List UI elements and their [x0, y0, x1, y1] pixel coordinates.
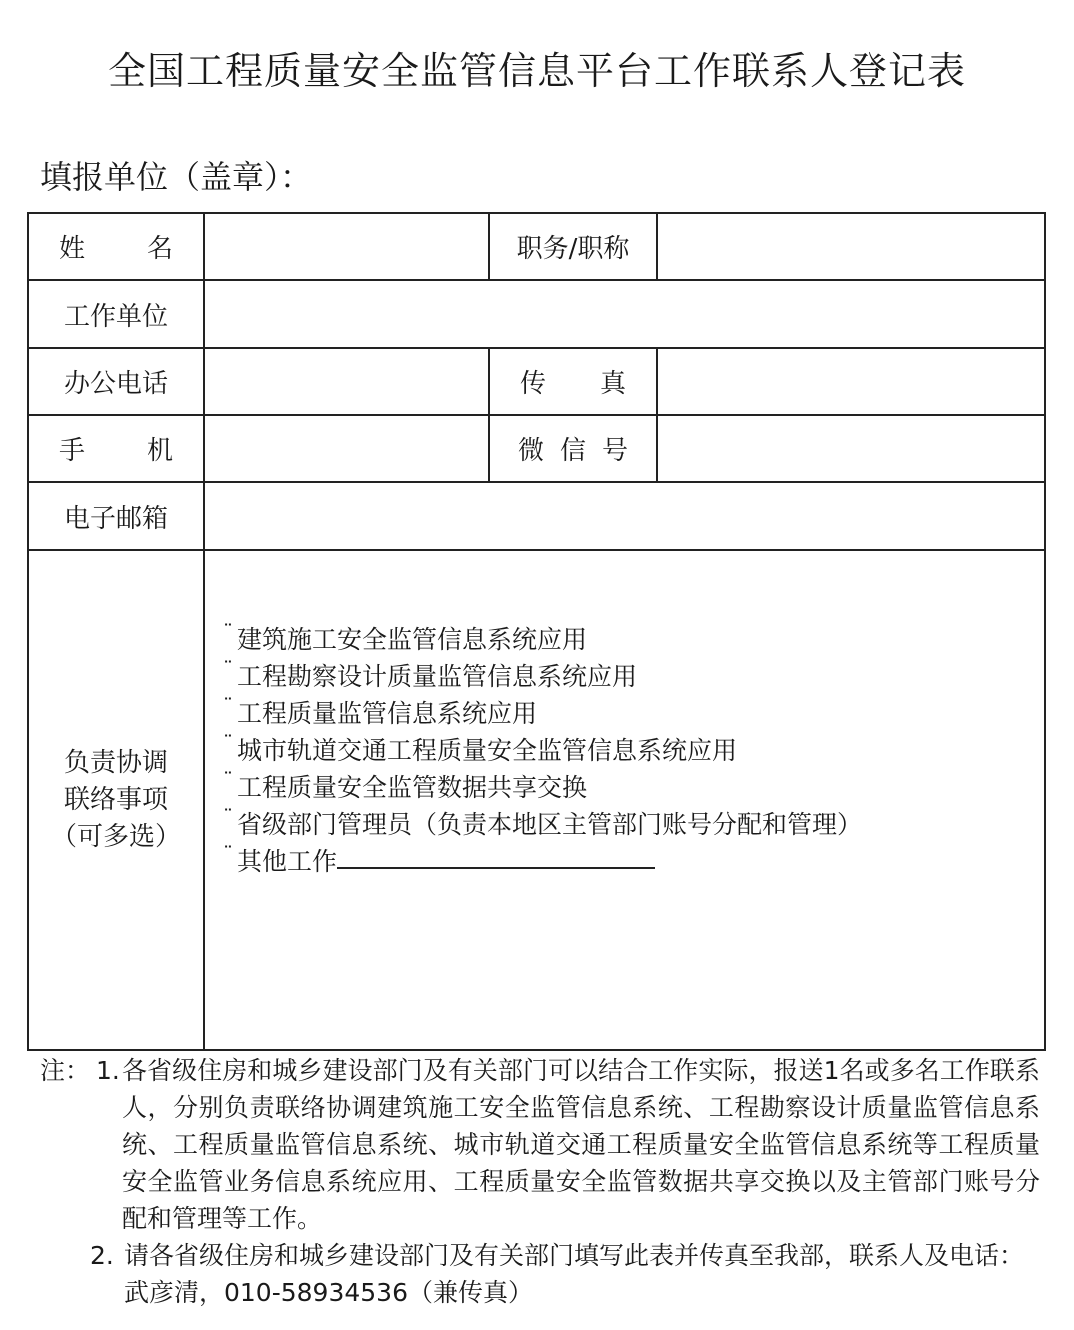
notes — [40, 1052, 1040, 1311]
option-quality-supervision[interactable]: ¨ 工程质量监管信息系统应用 — [223, 694, 538, 728]
form-title: 全国工程质量安全监管信息平台工作联系人登记表 — [107, 49, 966, 93]
work-unit-label: 工作单位 — [28, 280, 204, 348]
contact-registration-table — [27, 212, 1046, 1051]
option-provincial-admin[interactable]: ¨ 省级部门管理员（负责本地区主管部门账号分配和管理） — [223, 805, 863, 839]
note-1-text: 各省级住房和城乡建设部门及有关部门可以结合工作实际，报送1名或多名工作联系人，分别负责联络协调建筑施工安全监管信息系统、工程勘察设计质量监管信息系统、工程质量监管信息系统、城市轨道交通工程质量安全监管信息系统等工程质量安全监管业务信息系统应用、工程质量安全监管数据共享交换以及主管部门账号分配和管理等工作。 — [122, 1056, 1040, 1233]
row-name — [28, 213, 1045, 280]
responsibility-options — [204, 550, 1045, 1050]
row-email — [28, 482, 1045, 550]
fax-label: 传 真 — [489, 348, 657, 415]
mobile-label: 手 机 — [28, 415, 204, 482]
row-mobile-wechat — [28, 415, 1045, 482]
checkbox-icon[interactable]: ¨ — [223, 768, 233, 792]
responsibility-label: 负责协调 联络事项 （可多选） — [28, 550, 204, 1050]
office-phone-field[interactable] — [204, 348, 489, 415]
note-2-number: 2. — [90, 1241, 114, 1270]
office-phone-label: 办公电话 — [28, 348, 204, 415]
row-work-unit — [28, 280, 1045, 348]
option-construction-safety[interactable]: ¨ 建筑施工安全监管信息系统应用 — [223, 620, 588, 654]
name-label: 姓 名 — [28, 213, 204, 280]
row-phone-fax — [28, 348, 1045, 415]
email-label: 电子邮箱 — [28, 482, 204, 550]
checkbox-icon[interactable]: ¨ — [223, 842, 233, 866]
wechat-field[interactable] — [657, 415, 1045, 482]
note-1-number: 1. — [96, 1056, 120, 1085]
position-label: 职务/职称 — [489, 213, 657, 280]
name-field[interactable] — [204, 213, 489, 280]
checkbox-icon[interactable]: ¨ — [223, 805, 233, 829]
other-work-blank[interactable] — [337, 843, 655, 869]
notes-prefix: 注： — [40, 1056, 91, 1085]
mobile-field[interactable] — [204, 415, 489, 482]
note-2 — [40, 1237, 1040, 1311]
option-data-sharing[interactable]: ¨ 工程质量安全监管数据共享交换 — [223, 768, 588, 802]
wechat-label: 微 信 号 — [489, 415, 657, 482]
checkbox-icon[interactable]: ¨ — [223, 657, 233, 681]
row-responsibilities — [28, 550, 1045, 1050]
option-other-work[interactable]: ¨ 其他工作 — [223, 843, 1044, 880]
checkbox-icon[interactable]: ¨ — [223, 694, 233, 718]
note-1 — [40, 1052, 1040, 1237]
option-urban-rail[interactable]: ¨ 城市轨道交通工程质量安全监管信息系统应用 — [223, 731, 738, 765]
checkbox-icon[interactable]: ¨ — [223, 731, 233, 755]
option-survey-design[interactable]: ¨ 工程勘察设计质量监管信息系统应用 — [223, 657, 638, 691]
email-field[interactable] — [204, 482, 1045, 550]
work-unit-field[interactable] — [204, 280, 1045, 348]
reporting-unit-label: 填报单位（盖章）： — [40, 158, 313, 196]
fax-field[interactable] — [657, 348, 1045, 415]
checkbox-icon[interactable]: ¨ — [223, 620, 233, 644]
position-field[interactable] — [657, 213, 1045, 280]
note-2-text: 请各省级住房和城乡建设部门及有关部门填写此表并传真至我部，联系人及电话：武彦清，010-58934536（兼传真） — [124, 1241, 1025, 1307]
